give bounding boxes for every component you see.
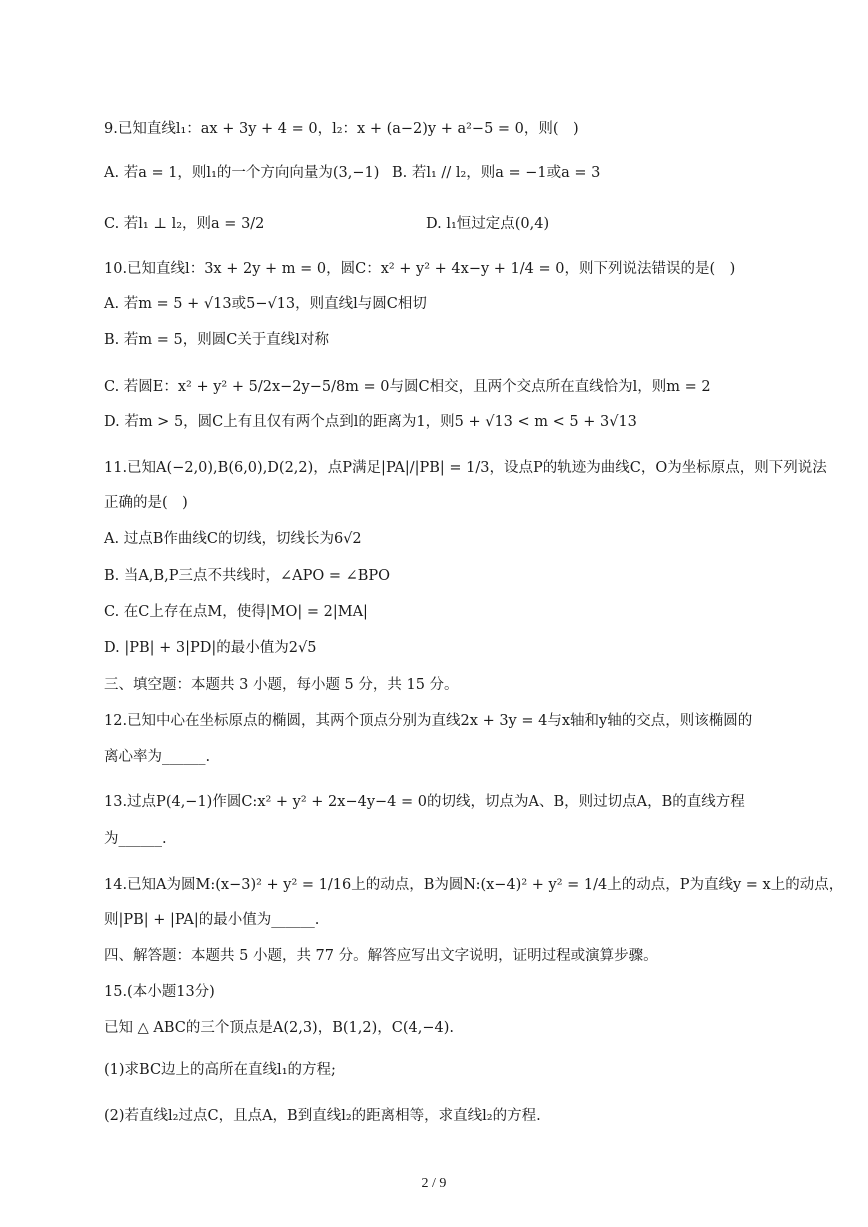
q11-option-d: D. |PB| + 3|PD|的最小值为2√5	[104, 640, 317, 656]
q9-option-b: B. 若l₁ // l₂，则a = −1或a = 3	[392, 165, 601, 181]
q10-option-d: D. 若m > 5，圆C上有且仅有两个点到l的距离为1，则5 + √13 < m < 5 + 3√13	[104, 414, 637, 430]
q14-line2: 则|PB| + |PA|的最小值为______.	[104, 912, 320, 928]
q11-option-a: A. 过点B作曲线C的切线，切线长为6√2	[104, 531, 362, 547]
q10-stem: 10.已知直线l：3x + 2y + m = 0，圆C：x² + y² + 4x−y + 1/4 = 0，则下列说法错误的是( )	[104, 261, 736, 277]
q15-stem: 已知 △ ABC的三个顶点是A(2,3)，B(1,2)，C(4,−4).	[104, 1020, 454, 1036]
q11-stem-line1: 11.已知A(−2,0),B(6,0),D(2,2)，点P满足|PA|/|PB| = 1/3，设点P的轨迹为曲线C，O为坐标原点，则下列说法	[104, 460, 827, 476]
page-number: 2 / 9	[421, 1176, 447, 1191]
q11-option-b: B. 当A,B,P三点不共线时，∠APO = ∠BPO	[104, 568, 391, 584]
q13-line2: 为______.	[104, 831, 167, 847]
section-4-heading: 四、解答题：本题共 5 小题，共 77 分。解答应写出文字说明，证明过程或演算步骤。	[104, 948, 658, 964]
q13-line1: 13.过点P(4,−1)作圆C:x² + y² + 2x−4y−4 = 0的切线，切点为A、B，则过切点A，B的直线方程	[104, 794, 745, 810]
q11-stem-line2: 正确的是( )	[104, 495, 188, 511]
q9-option-d: D. l₁恒过定点(0,4)	[426, 216, 550, 232]
q10-option-b: B. 若m = 5，则圆C关于直线l对称	[104, 332, 329, 348]
section-3-heading: 三、填空题：本题共 3 小题，每小题 5 分，共 15 分。	[104, 677, 459, 693]
q12-line2: 离心率为______.	[104, 749, 211, 765]
q10-option-a: A. 若m = 5 + √13或5−√13，则直线l与圆C相切	[104, 296, 427, 312]
q9-option-a: A. 若a = 1，则l₁的一个方向向量为(3,−1)	[104, 165, 380, 181]
q9-option-c: C. 若l₁ ⊥ l₂，则a = 3/2	[104, 216, 265, 232]
q9-stem: 9.已知直线l₁：ax + 3y + 4 = 0，l₂：x + (a−2)y + a²−5 = 0，则( )	[104, 121, 579, 137]
q15-part2: (2)若直线l₂过点C，且点A，B到直线l₂的距离相等，求直线l₂的方程.	[104, 1108, 541, 1124]
q12-line1: 12.已知中心在坐标原点的椭圆，其两个顶点分别为直线2x + 3y = 4与x轴和y轴的交点，则该椭圆的	[104, 713, 753, 729]
q14-line1: 14.已知A为圆M:(x−3)² + y² = 1/16上的动点，B为圆N:(x−4)² + y² = 1/4上的动点，P为直线y = x上的动点，	[104, 877, 844, 893]
q11-option-c: C. 在C上存在点M，使得|MO| = 2|MA|	[104, 604, 368, 620]
q10-option-c: C. 若圆E：x² + y² + 5/2x−2y−5/8m = 0与圆C相交，且两个交点所在直线恰为l，则m = 2	[104, 379, 711, 395]
q15-part1: (1)求BC边上的高所在直线l₁的方程;	[104, 1062, 336, 1078]
q15-title: 15.(本小题13分)	[104, 984, 215, 1000]
